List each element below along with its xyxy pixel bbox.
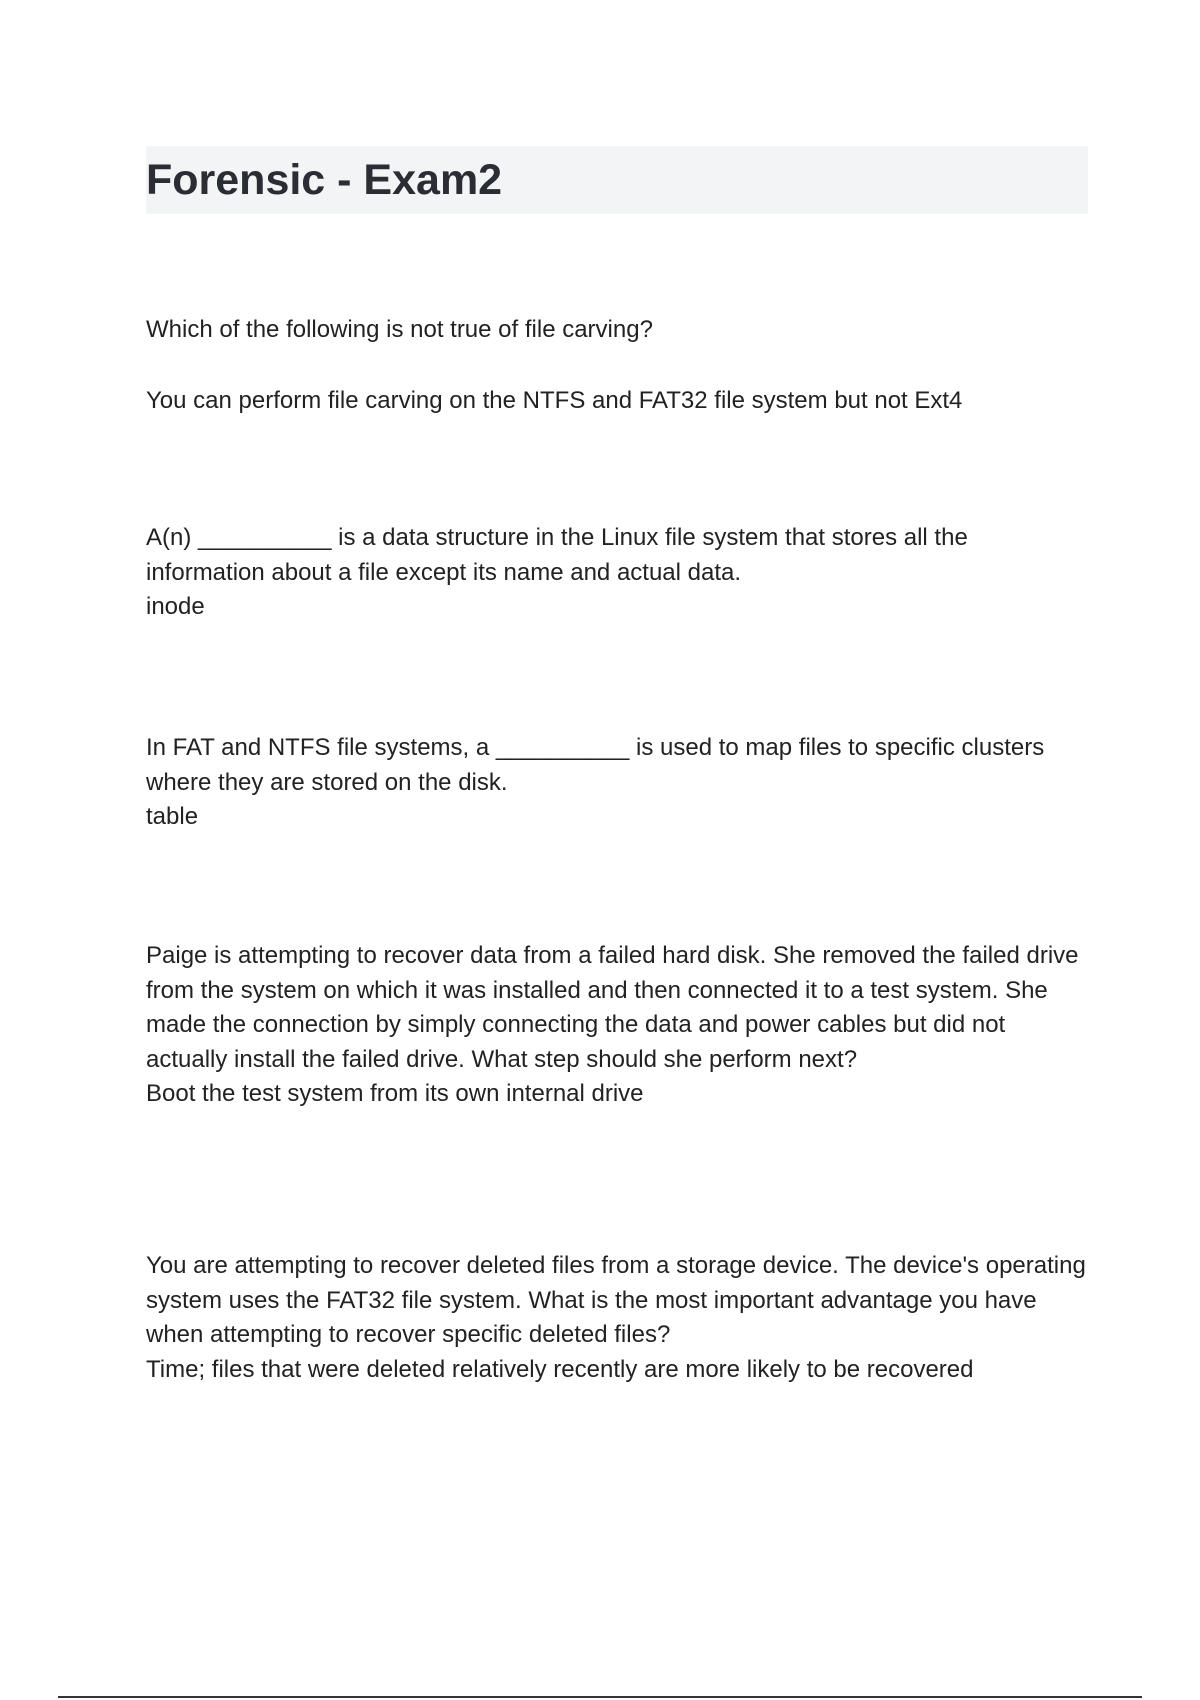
answer-text: table bbox=[146, 803, 199, 830]
qa-item-4 bbox=[146, 939, 1086, 1112]
footer-divider bbox=[58, 1696, 1142, 1698]
qa-item-5 bbox=[146, 1249, 1086, 1387]
question-text: A(n) __________ is a data structure in the Linux file system that stores all the information about a file except its name and actual data. bbox=[146, 524, 968, 586]
answer-text: Boot the test system from its own internal drive bbox=[146, 1080, 644, 1107]
answer-text: inode bbox=[146, 593, 205, 620]
question-text: You are attempting to recover deleted files from a storage device. The device's operating system uses the FAT32 file system. What is the most important advantage you have when attempting to recover specific deleted files? bbox=[146, 1252, 1086, 1348]
answer-text: You can perform file carving on the NTFS and FAT32 file system but not Ext4 bbox=[146, 386, 963, 414]
question-text: Which of the following is not true of file carving? bbox=[146, 316, 653, 343]
qa-item-2 bbox=[146, 521, 1086, 625]
qa-item-1 bbox=[146, 313, 1086, 418]
page-title: Forensic - Exam2 bbox=[146, 156, 503, 204]
spacer bbox=[146, 348, 1086, 384]
question-text: In FAT and NTFS file systems, a __________ is used to map files to specific clusters where they are stored on the disk. bbox=[146, 734, 1045, 796]
qa-item-3 bbox=[146, 731, 1086, 835]
answer-text: Time; files that were deleted relatively recently are more likely to be recovered bbox=[146, 1355, 974, 1383]
question-text: Paige is attempting to recover data from a failed hard disk. She removed the failed drive from the system on which it was installed and then connected it to a test system. She made the connection by simply connecting the data and power cables but did not actually install the failed drive. What step should she perform next? bbox=[146, 942, 1079, 1073]
title-banner bbox=[146, 146, 1088, 214]
